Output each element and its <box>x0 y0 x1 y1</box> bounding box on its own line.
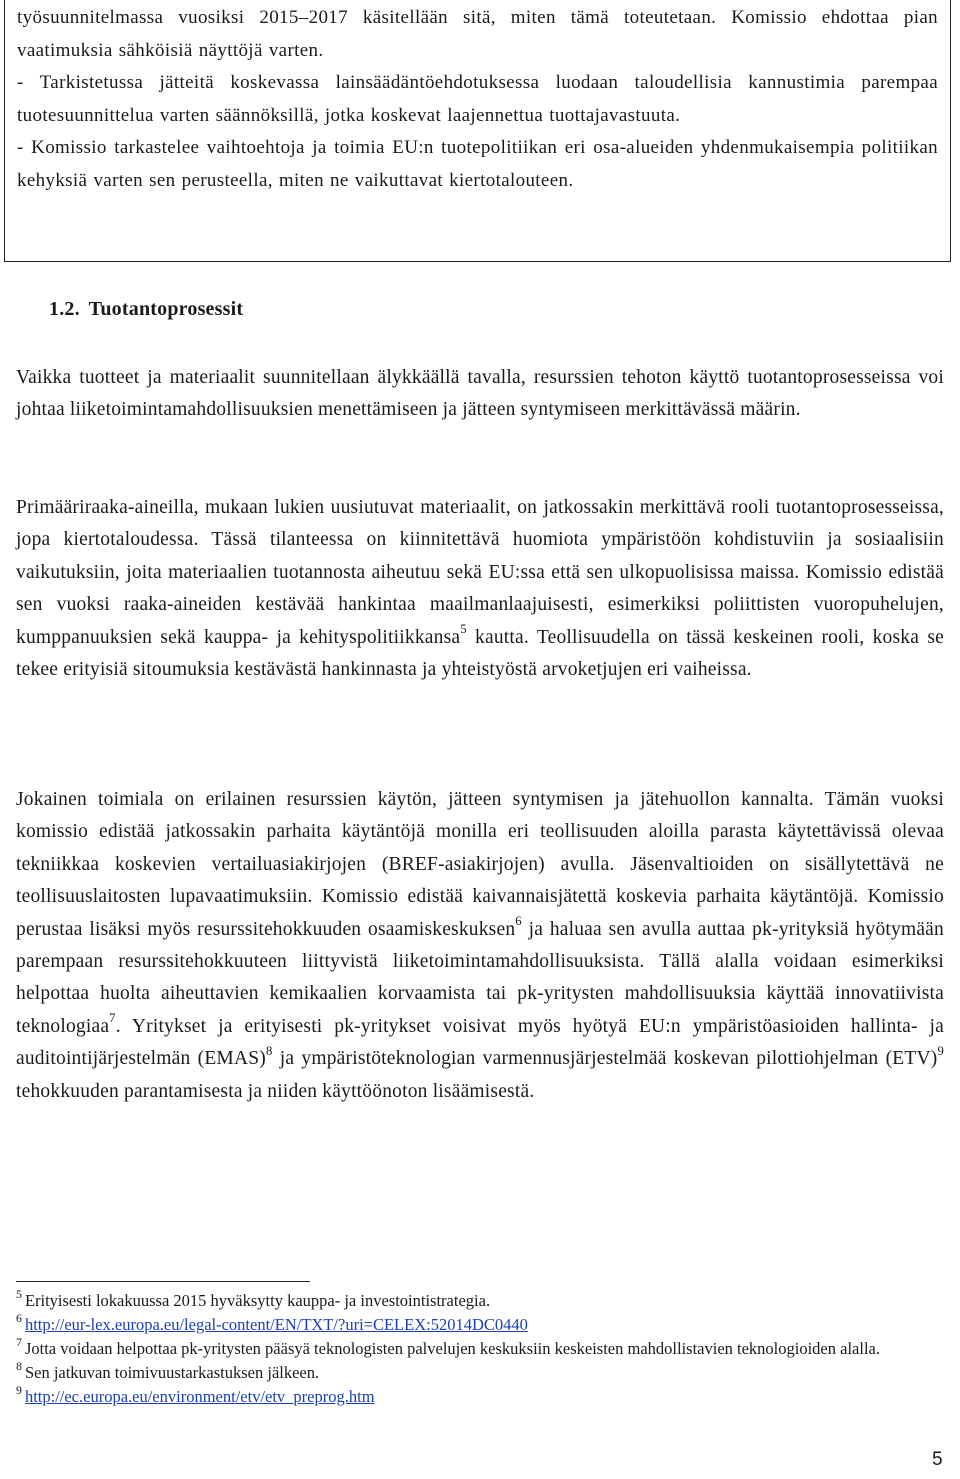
footnote-ref: 5 <box>460 622 467 637</box>
section-title: Tuotantoprosessit <box>88 298 244 320</box>
section-number: 1.2. <box>49 298 80 320</box>
boxed-summary <box>4 0 951 262</box>
footnote-ref: 8 <box>266 1043 273 1058</box>
footnote-7 <box>16 1334 916 1359</box>
paragraph-industry-practices <box>16 784 944 1108</box>
footnote-link-eur-lex[interactable]: http://eur-lex.europa.eu/legal-content/EN/TXT/?uri=CELEX:52014DC0440 <box>24 1315 528 1334</box>
footnote-number: 7 <box>16 1334 22 1349</box>
paragraph-text: Jokainen toimiala on erilainen resurssien käytön, jätteen syntymisen ja jätehuollon kannalta. Tämän vuoksi komissio edistää jatkossakin parhaita käytäntöjä monilla eri teollisuuden aloilla parasta käytettävissä olevaa tekniikkaa koskevien vertailuasiakirjojen (BREF-asiakirjojen) avulla. Jäsenvaltioiden on sisällytettävä ne teollisuuslaitosten lupavaatimuksiin. Komissio edistää kaivannaisjätettä koskevia parhaita käytäntöjä. Komissio perustaa lisäksi myös resurssitehokkuuden osaamiskeskuksen <box>16 789 944 940</box>
footnote-number: 9 <box>16 1382 22 1397</box>
paragraph-text: ja ympäristöteknologian varmennusjärjestelmää koskevan pilottiohjelman (ETV) <box>272 1048 938 1070</box>
paragraph-text: tehokkuuden parantamisesta ja niiden käyttöönoton lisäämisestä. <box>16 1080 535 1102</box>
footnote-9 <box>16 1382 916 1407</box>
footnote-text: Jotta voidaan helpottaa pk-yritysten pääsyä teknologisten palvelujen keskuksiin keskeisten mahdollistavien teknologioiden alalla. <box>24 1339 880 1358</box>
footnote-number: 8 <box>16 1358 22 1373</box>
footnote-number: 6 <box>16 1310 22 1325</box>
footnote-separator <box>16 1281 310 1282</box>
footnote-ref: 6 <box>515 914 522 929</box>
box-text-intro: työsuunnitelmassa vuosiksi 2015–2017 käsitellään sitä, miten tämä toteutetaan. Komissio ehdottaa pian vaatimuksia sähköisiä näyttöjä varten. <box>17 7 938 61</box>
footnotes <box>16 1286 916 1411</box>
section-heading <box>49 298 243 321</box>
footnote-link-etv[interactable]: http://ec.europa.eu/environment/etv/etv_preprog.htm <box>24 1387 375 1406</box>
footnote-8 <box>16 1358 916 1383</box>
box-bullet-product-policy: - Komissio tarkastelee vaihtoehtoja ja toimia EU:n tuotepolitiikan eri osa-alueiden yhdenmukaisempia politiikan kehyksiä varten sen perusteella, miten ne vaikuttavat kiertotalouteen. <box>17 137 938 191</box>
footnote-ref: 7 <box>109 1011 116 1026</box>
paragraph-text: . Yritykset ja erityisesti pk-yritykset voisivat myös hyötyä EU:n ympäristöasioiden hallinta- ja auditointijärjestelmän (EMAS) <box>16 1015 944 1070</box>
paragraph-text: ja haluaa sen avulla auttaa pk-yrityksiä hyötymään parempaan resurssitehokkuuteen liittyvistä liiketoimintamahdollisuuksista. Tällä alalla voidaan esimerkiksi helpottaa huolta aiheuttavien kemikaalien korvaamista tai pk-yritysten mahdollisuuksia käyttää innovatiivista teknologiaa <box>16 918 944 1037</box>
footnote-5 <box>16 1286 916 1311</box>
paragraph-resource-efficiency: Vaikka tuotteet ja materiaalit suunnitellaan älykkäällä tavalla, resurssien tehoton käyttö tuotantoprosesseissa voi johtaa liiketoimintamahdollisuuksien menettämiseen ja jätteen syntymiseen merkittävässä määrin. <box>16 367 944 421</box>
footnote-text: Erityisesti lokakuussa 2015 hyväksytty kauppa- ja investointistrategia. <box>24 1291 491 1310</box>
footnote-number: 5 <box>16 1286 22 1301</box>
footnote-ref: 9 <box>937 1043 944 1058</box>
footnote-6 <box>16 1310 916 1335</box>
page-number: 5 <box>932 1449 943 1470</box>
paragraph-text: Primääriraaka-aineilla, mukaan lukien uusiutuvat materiaalit, on jatkossakin merkittävä rooli tuotantoprosesseissa, jopa kiertotaloudessa. Tässä tilanteessa on kiinnitettävä huomiota ympäristöön kohdistuviin ja sosiaalisiin vaikutuksiin, joita materiaalien tuotannosta aiheutuu sekä EU:ssa että sen ulkopuolisissa maissa. Komissio edistää sen vuoksi raaka-aineiden kestävää hankintaa maailmanlaajuisesti, esimerkiksi poliittisten vuoropuhelujen, kumppanuuksien sekä kauppa- ja kehityspolitiikkansa <box>16 497 944 648</box>
box-bullet-waste-legislation: - Tarkistetussa jätteitä koskevassa lainsäädäntöehdotuksessa luodaan taloudellisia kannustimia parempaa tuotesuunnittelua varten säännöksillä, jotka koskevat laajennettua tuottajavastuuta. <box>17 72 938 126</box>
footnote-text: Sen jatkuvan toimivuustarkastuksen jälkeen. <box>24 1363 320 1382</box>
paragraph-primary-raw-materials <box>16 492 944 686</box>
paragraph-text: kautta. Teollisuudella on tässä keskeinen rooli, koska se tekee erityisiä sitoumuksia kestävästä hankinnasta ja yhteistyöstä arvoketjujen eri vaiheissa. <box>16 626 944 681</box>
